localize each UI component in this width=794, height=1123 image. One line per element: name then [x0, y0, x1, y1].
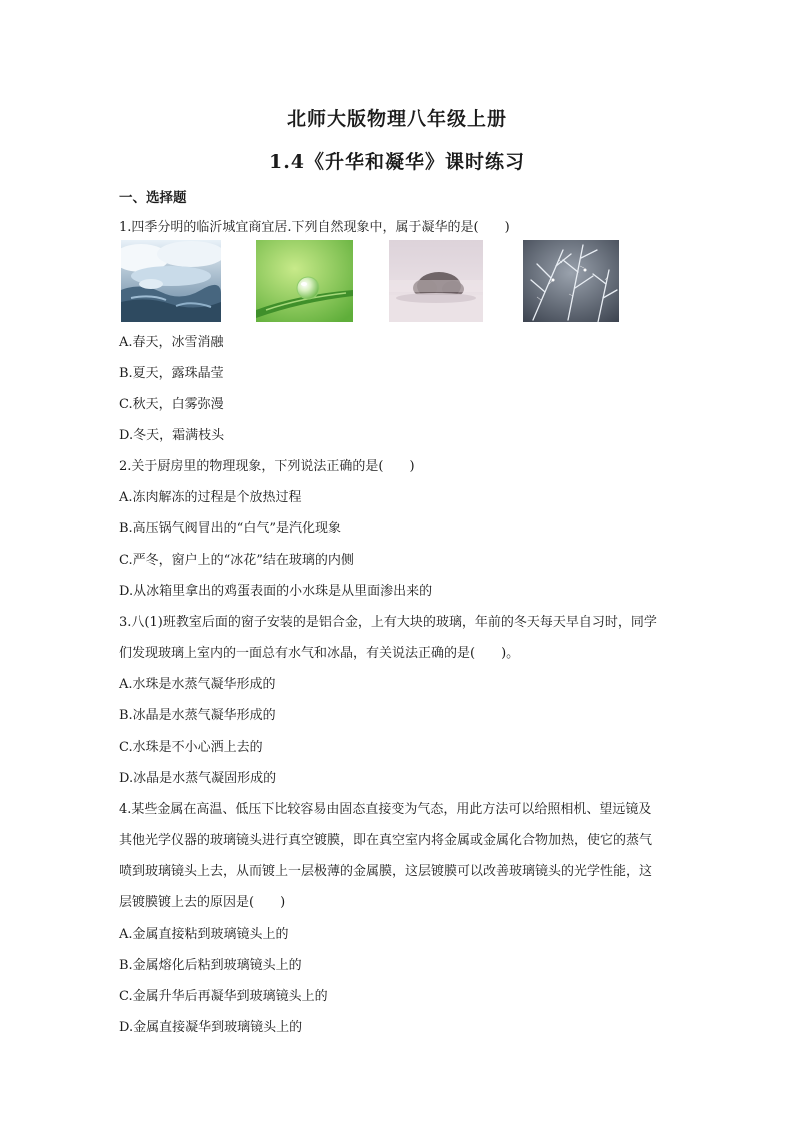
question-4-stem-line-3: 喷到玻璃镜头上去，从而镀上一层极薄的金属膜，这层镀膜可以改善玻璃镜头的光学性能，这 [119, 864, 653, 879]
question-2-stem: 2.关于厨房里的物理现象，下列说法正确的是( ) [119, 459, 415, 474]
melting-ice-snow-image [121, 240, 221, 322]
question-1-option-c: C.秋天，白雾弥漫 [119, 397, 224, 412]
question-1-option-b: B.夏天，露珠晶莹 [119, 366, 224, 381]
question-1-images [121, 240, 621, 324]
question-1-option-d: D.冬天，霜满枝头 [119, 428, 225, 443]
question-3-option-a: A.水珠是水蒸气凝华形成的 [119, 677, 276, 692]
document-subtitle: 1.4《升华和凝华》课时练习 [268, 151, 526, 173]
question-2-option-c: C.严冬，窗户上的“冰花”结在玻璃的内侧 [119, 553, 354, 568]
question-3-option-b: B.冰晶是水蒸气凝华形成的 [119, 708, 276, 723]
question-3-stem-line-1: 3.八(1)班教室后面的窗子安装的是铝合金，上有大块的玻璃，年前的冬天每天早自习时，同学 [119, 615, 657, 630]
question-4-option-c: C.金属升华后再凝华到玻璃镜头上的 [119, 989, 328, 1004]
question-1-option-a: A.春天，冰雪消融 [119, 335, 224, 350]
section-heading: 一、选择题 [119, 190, 187, 206]
frost-on-branches-image [523, 240, 619, 322]
question-4-stem-line-1: 4.某些金属在高温、低压下比较容易由固态直接变为气态，用此方法可以给照相机、望远镜及 [119, 802, 652, 817]
question-3-option-c: C.水珠是不小心洒上去的 [119, 740, 263, 755]
question-3-option-d: D.冰晶是水蒸气凝固形成的 [119, 771, 277, 786]
question-4-option-b: B.金属熔化后粘到玻璃镜头上的 [119, 958, 302, 973]
question-4-option-d: D.金属直接凝华到玻璃镜头上的 [119, 1020, 303, 1035]
question-2-option-d: D.从冰箱里拿出的鸡蛋表面的小水珠是从里面渗出来的 [119, 584, 433, 599]
question-4-stem-line-2: 其他光学仪器的玻璃镜头进行真空镀膜，即在真空室内将金属或金属化合物加热，使它的蒸气 [119, 833, 653, 848]
misty-fog-tree-image [389, 240, 483, 322]
question-2-option-a: A.冻肉解冻的过程是个放热过程 [119, 490, 302, 505]
question-4-stem-line-4: 层镀膜镀上去的原因是( ) [119, 895, 286, 910]
document-title: 北师大版物理八年级上册 [286, 108, 507, 130]
dew-drop-leaf-image [256, 240, 353, 322]
question-3-stem-line-2: 们发现玻璃上室内的一面总有水气和冰晶，有关说法正确的是( )。 [119, 646, 520, 661]
question-2-option-b: B.高压锅气阀冒出的“白气”是汽化现象 [119, 521, 341, 536]
question-1-stem: 1.四季分明的临沂城宜商宜居.下列自然现象中，属于凝华的是( ) [119, 220, 510, 235]
question-4-option-a: A.金属直接粘到玻璃镜头上的 [119, 927, 289, 942]
